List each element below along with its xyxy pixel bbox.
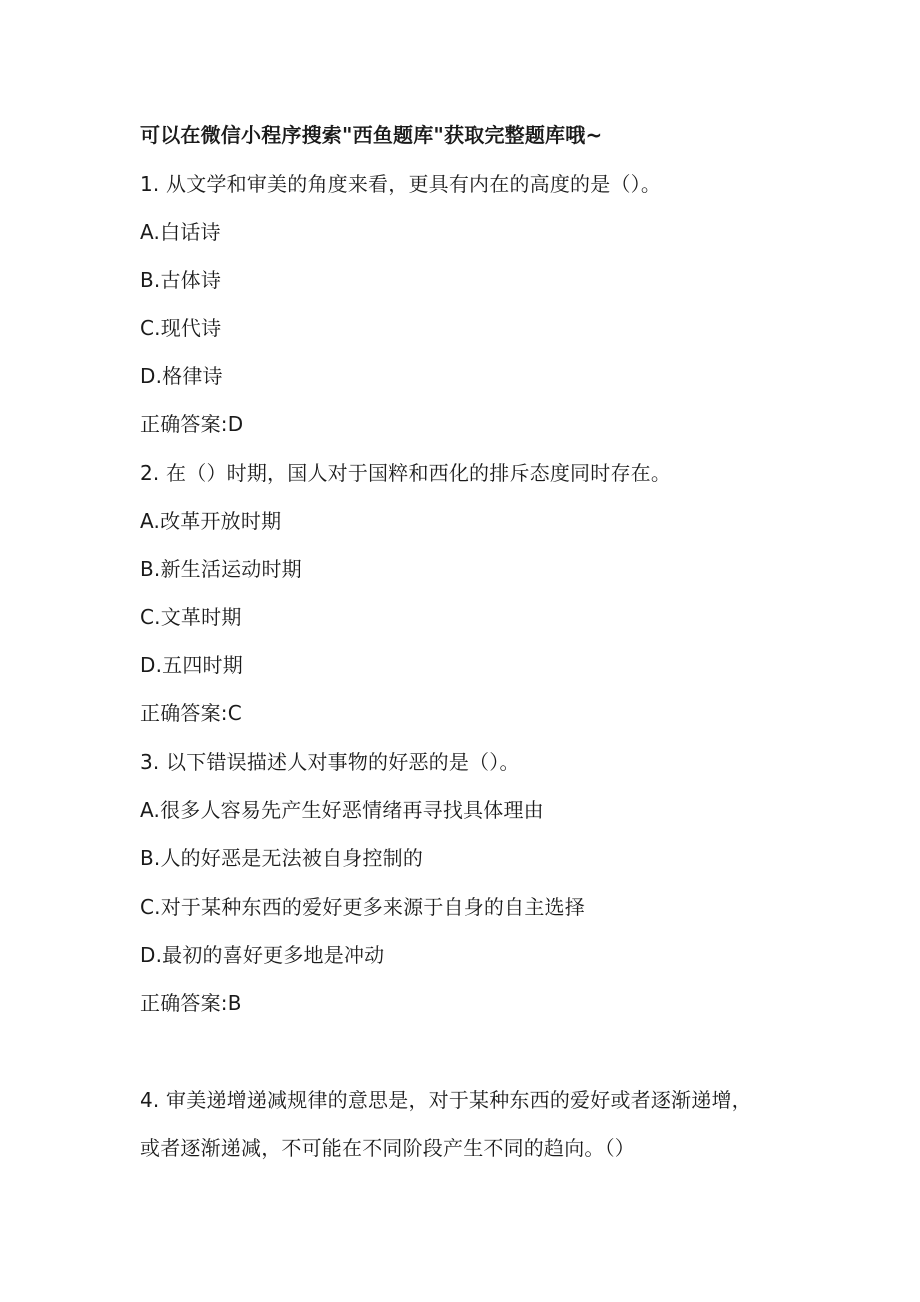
question-3-option-d: D.最初的喜好更多地是冲动 — [140, 943, 385, 967]
question-1-stem: 1. 从文学和审美的角度来看，更具有内在的高度的是（）。 — [140, 172, 662, 196]
question-2-option-b: B.新生活运动时期 — [140, 557, 302, 581]
question-4-stem-line-1: 4. 审美递增递减规律的意思是，对于某种东西的爱好或者逐渐递增， — [140, 1088, 752, 1112]
promo-header: 可以在微信小程序搜索"西鱼题库"获取完整题库哦~ — [140, 123, 603, 147]
question-1-answer: 正确答案:D — [140, 412, 244, 436]
question-3-stem: 3. 以下错误描述人对事物的好恶的是（）。 — [140, 750, 520, 774]
question-3-option-c: C.对于某种东西的爱好更多来源于自身的自主选择 — [140, 895, 585, 919]
question-1-option-c: C.现代诗 — [140, 316, 222, 340]
question-1-option-b: B.古体诗 — [140, 268, 222, 292]
question-3-option-b: B.人的好恶是无法被自身控制的 — [140, 846, 424, 870]
question-2-option-a: A.改革开放时期 — [140, 509, 282, 533]
question-3-answer: 正确答案:B — [140, 991, 242, 1015]
question-2-answer: 正确答案:C — [140, 701, 242, 725]
question-4-stem-line-2: 或者逐渐递减，不可能在不同阶段产生不同的趋向。（） — [140, 1136, 635, 1160]
question-2-option-c: C.文革时期 — [140, 605, 242, 629]
question-2-stem: 2. 在（）时期，国人对于国粹和西化的排斥态度同时存在。 — [140, 461, 672, 485]
question-3-option-a: A.很多人容易先产生好恶情绪再寻找具体理由 — [140, 798, 544, 822]
question-1-option-a: A.白话诗 — [140, 220, 221, 244]
question-2-option-d: D.五四时期 — [140, 653, 243, 677]
question-1-option-d: D.格律诗 — [140, 364, 223, 388]
